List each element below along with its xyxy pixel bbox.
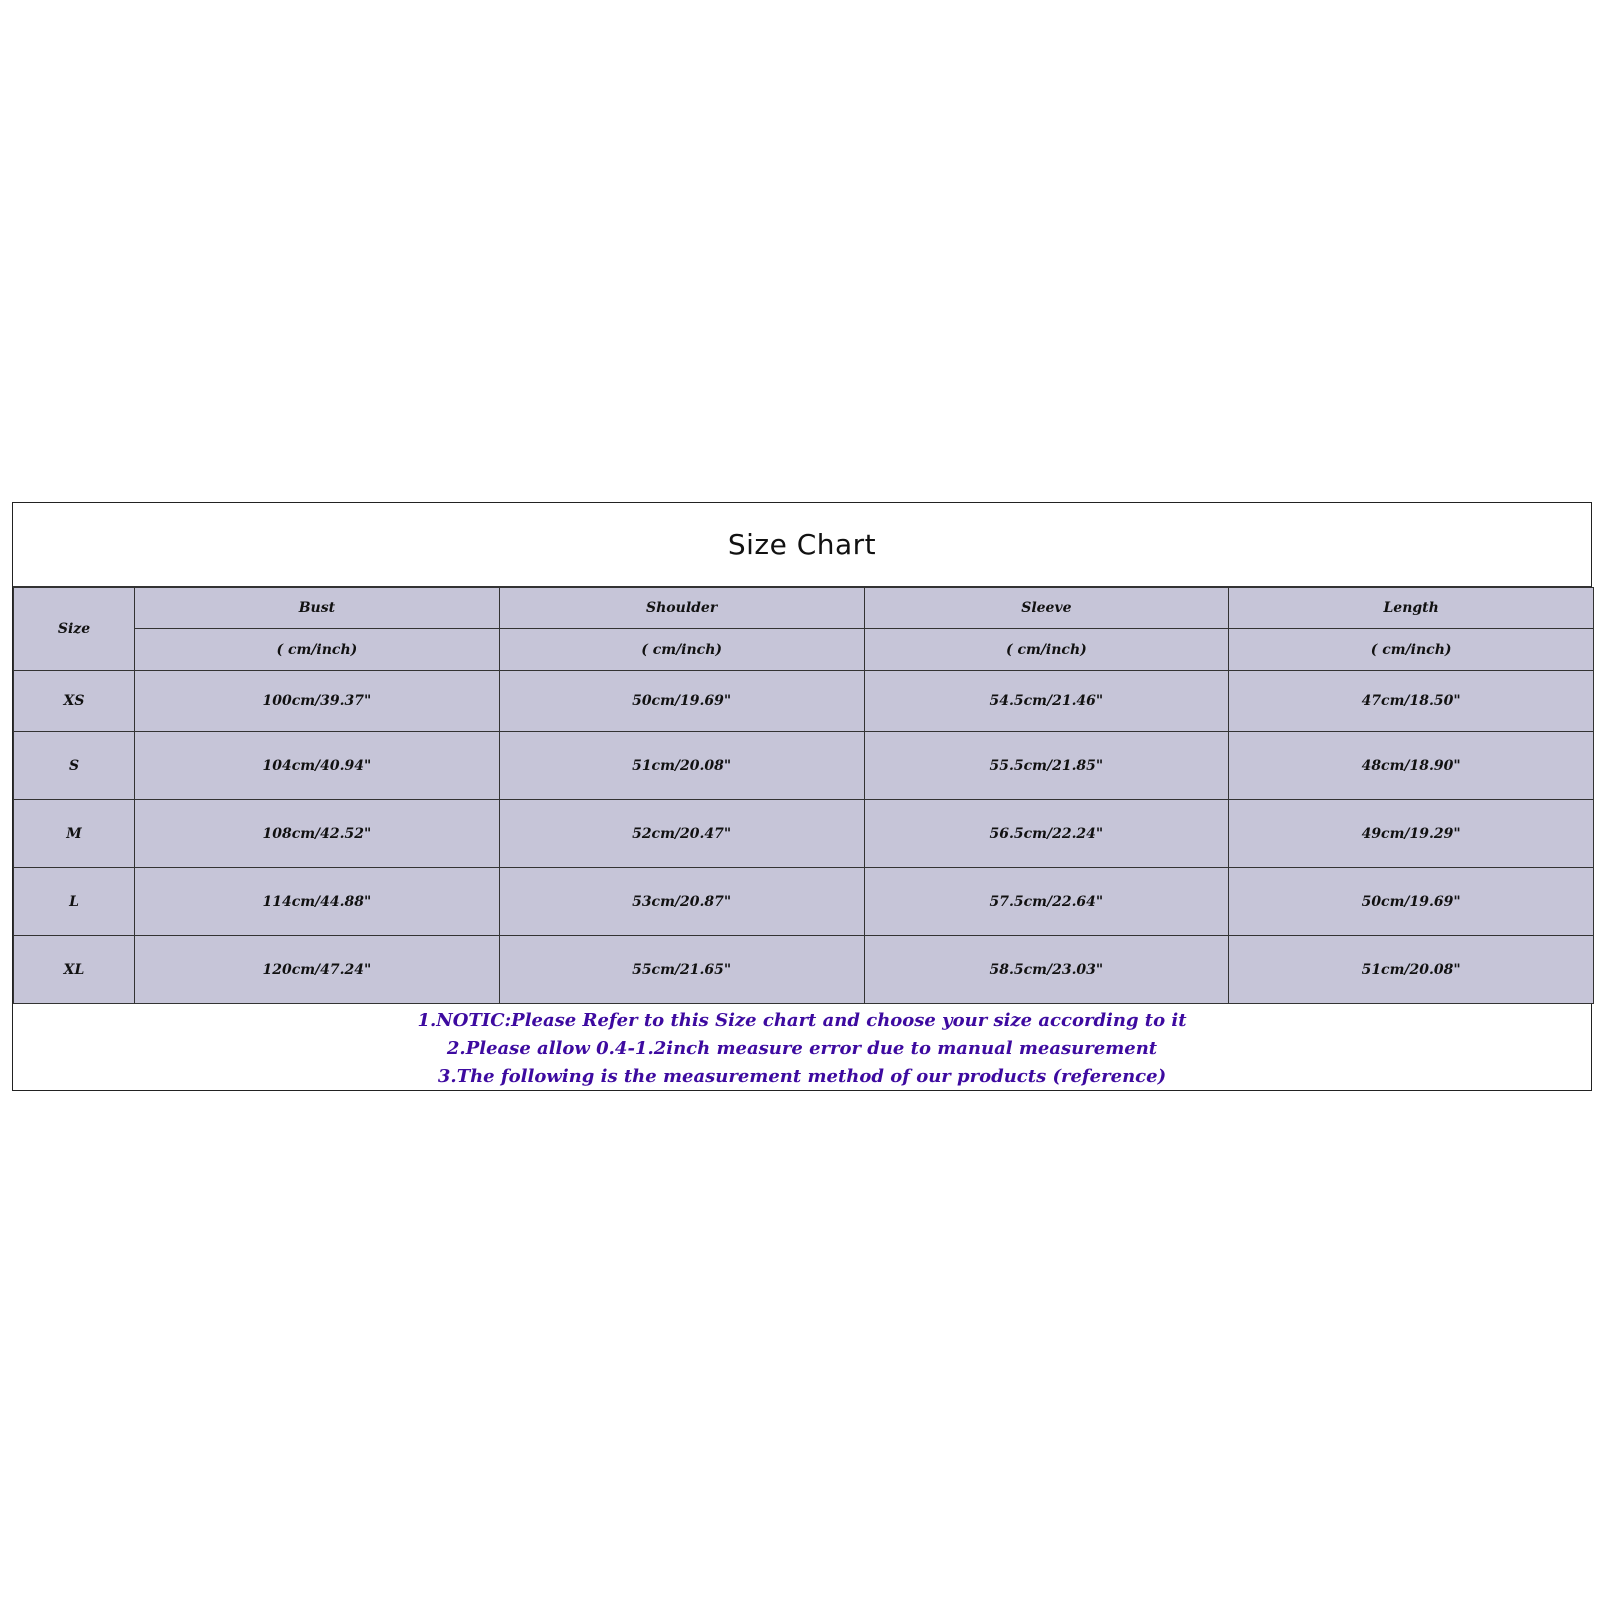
cell-bust: 104cm/40.94" xyxy=(135,732,500,800)
size-label: M xyxy=(14,800,135,868)
cell-shoulder: 52cm/20.47" xyxy=(499,800,864,868)
notes-section xyxy=(13,1005,1591,1092)
chart-title: Size Chart xyxy=(13,503,1591,587)
cell-sleeve: 55.5cm/21.85" xyxy=(864,732,1229,800)
column-header-length: Length xyxy=(1229,588,1594,629)
cell-bust: 120cm/47.24" xyxy=(135,936,500,1004)
cell-shoulder: 53cm/20.87" xyxy=(499,868,864,936)
cell-length: 51cm/20.08" xyxy=(1229,936,1594,1004)
size-label: L xyxy=(14,868,135,936)
note-line: 3.The following is the measurement method of our products (reference) xyxy=(437,1065,1167,1087)
cell-length: 50cm/19.69" xyxy=(1229,868,1594,936)
cell-shoulder: 50cm/19.69" xyxy=(499,671,864,732)
unit-label: ( cm/inch) xyxy=(1229,629,1594,671)
cell-sleeve: 54.5cm/21.46" xyxy=(864,671,1229,732)
unit-label: ( cm/inch) xyxy=(499,629,864,671)
unit-row xyxy=(14,629,1594,671)
size-chart xyxy=(12,502,1592,1091)
cell-length: 47cm/18.50" xyxy=(1229,671,1594,732)
cell-sleeve: 56.5cm/22.24" xyxy=(864,800,1229,868)
unit-label: ( cm/inch) xyxy=(135,629,500,671)
cell-sleeve: 57.5cm/22.64" xyxy=(864,868,1229,936)
table-row xyxy=(14,800,1594,868)
cell-bust: 108cm/42.52" xyxy=(135,800,500,868)
size-table xyxy=(13,587,1594,1004)
cell-shoulder: 55cm/21.65" xyxy=(499,936,864,1004)
size-label: XS xyxy=(14,671,135,732)
size-label: XL xyxy=(14,936,135,1004)
size-label: S xyxy=(14,732,135,800)
cell-length: 49cm/19.29" xyxy=(1229,800,1594,868)
cell-sleeve: 58.5cm/23.03" xyxy=(864,936,1229,1004)
column-header-sleeve: Sleeve xyxy=(864,588,1229,629)
note-line: 2.Please allow 0.4-1.2inch measure error due to manual measurement xyxy=(446,1037,1158,1059)
unit-label: ( cm/inch) xyxy=(864,629,1229,671)
size-header: Size xyxy=(14,588,135,671)
table-row xyxy=(14,868,1594,936)
note-line: 1.NOTIC:Please Refer to this Size chart and choose your size according to it xyxy=(417,1009,1187,1031)
cell-shoulder: 51cm/20.08" xyxy=(499,732,864,800)
cell-bust: 114cm/44.88" xyxy=(135,868,500,936)
table-row xyxy=(14,671,1594,732)
column-header-shoulder: Shoulder xyxy=(499,588,864,629)
cell-length: 48cm/18.90" xyxy=(1229,732,1594,800)
column-header-bust: Bust xyxy=(135,588,500,629)
table-row xyxy=(14,732,1594,800)
header-row xyxy=(14,588,1594,629)
table-row xyxy=(14,936,1594,1004)
cell-bust: 100cm/39.37" xyxy=(135,671,500,732)
